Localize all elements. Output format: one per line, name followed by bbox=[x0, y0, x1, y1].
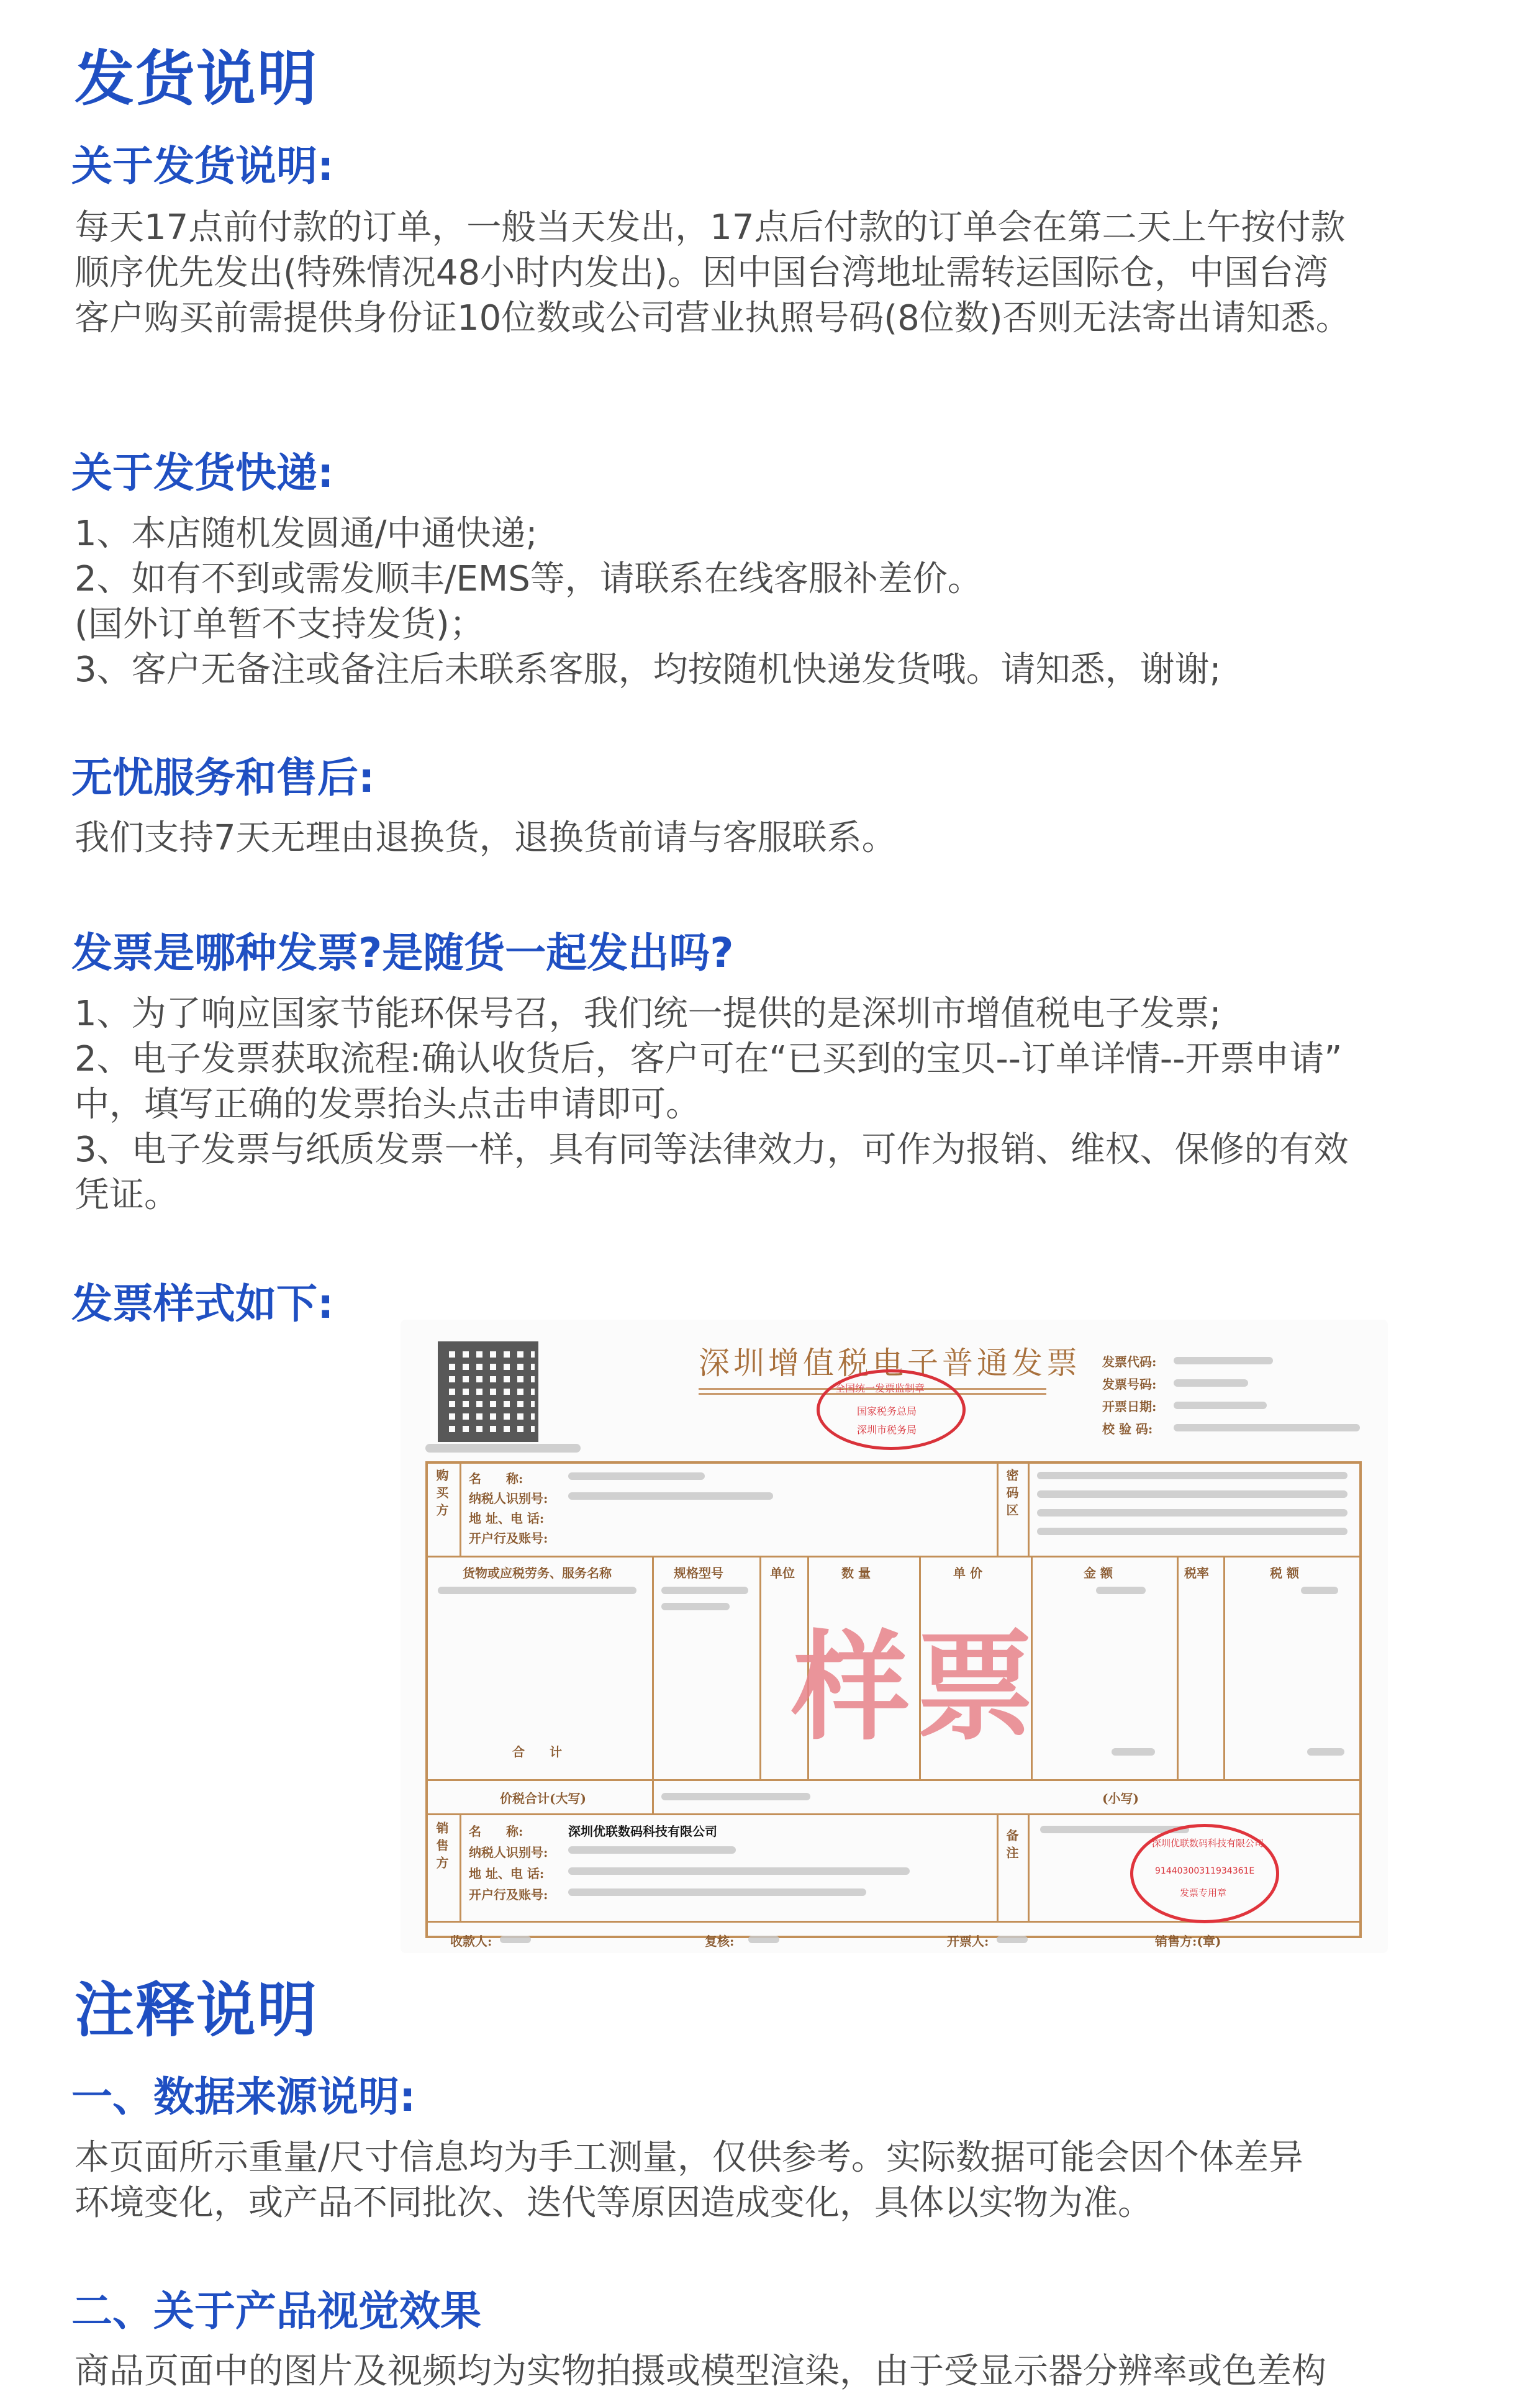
blurred-value bbox=[500, 1936, 531, 1943]
blurred-value bbox=[1174, 1379, 1248, 1387]
text-line: 2、如有不到或需发顺丰/EMS等，请联系在线客服补差价。 bbox=[75, 559, 982, 599]
text-line: 3、客户无备注或备注后未联系客服，均按随机快递发货哦。请知悉，谢谢; bbox=[75, 650, 1221, 690]
notes-title: 注释说明 bbox=[75, 1975, 318, 2045]
invoice-faq-text bbox=[75, 991, 1478, 1218]
invoice-number-label: 发票号码: bbox=[1102, 1377, 1157, 1392]
seller-address-label: 地 址、电 话: bbox=[469, 1866, 545, 1881]
seller-tax-id-label: 纳税人识别号: bbox=[469, 1845, 548, 1860]
blurred-value bbox=[568, 1888, 866, 1896]
blurred-item bbox=[438, 1587, 636, 1594]
seller-seal-bottom: 发票专用章 bbox=[1180, 1887, 1227, 1898]
blurred-value bbox=[748, 1936, 779, 1943]
blurred-total-words bbox=[661, 1793, 810, 1800]
password-area-label: 密码区 bbox=[1004, 1469, 1019, 1521]
qr-code bbox=[438, 1341, 538, 1442]
payee-label: 收款人: bbox=[450, 1934, 492, 1949]
buyer-address-label: 地 址、电 话: bbox=[469, 1511, 545, 1526]
blurred-value bbox=[1174, 1357, 1273, 1364]
item-unit-header: 单位 bbox=[770, 1566, 795, 1580]
blurred-value bbox=[997, 1936, 1028, 1943]
invoice-code-label: 发票代码: bbox=[1102, 1354, 1157, 1369]
text-line: 1、本店随机发圆通/中通快递; bbox=[75, 514, 538, 554]
data-source-heading: 一、数据来源说明: bbox=[71, 2073, 416, 2121]
total-label: 合 计 bbox=[512, 1744, 562, 1759]
blurred-password bbox=[1037, 1528, 1348, 1535]
text-line: 我们支持7天无理由退换货，退换货前请与客服联系。 bbox=[75, 818, 897, 858]
seller-name-label: 名 称: bbox=[469, 1824, 523, 1839]
blurred-item bbox=[661, 1603, 730, 1610]
total-tax-label: 价税合计(大写) bbox=[500, 1791, 586, 1806]
blurred-value bbox=[568, 1472, 705, 1480]
after-sales-text bbox=[75, 815, 1478, 861]
blurred-item bbox=[661, 1587, 748, 1594]
item-spec-header: 规格型号 bbox=[674, 1566, 723, 1580]
visual-effect-text bbox=[75, 2349, 1478, 2394]
blurred-value bbox=[1174, 1424, 1360, 1431]
text-line: 本页面所示重量/尺寸信息均为手工测量，仅供参考。实际数据可能会因个体差异 bbox=[75, 2138, 1303, 2178]
row-divider bbox=[425, 1779, 1362, 1781]
blurred-item bbox=[1301, 1587, 1338, 1594]
col-divider bbox=[997, 1461, 999, 1556]
text-line: 商品页面中的图片及视频均为实物拍摄或模型渲染，由于受显示器分辨率或色差构 bbox=[75, 2351, 1326, 2392]
qr-caption-blurred bbox=[425, 1444, 581, 1453]
shipping-title: 发货说明 bbox=[75, 44, 318, 114]
item-price-header: 单 价 bbox=[953, 1566, 982, 1580]
seller-bank-label: 开户行及账号: bbox=[469, 1887, 548, 1902]
col-divider bbox=[460, 1813, 461, 1921]
blurred-value bbox=[568, 1846, 736, 1854]
text-line: 环境变化，或产品不同批次、迭代等原因造成变化，具体以实物为准。 bbox=[75, 2183, 1153, 2223]
buyer-bank-label: 开户行及账号: bbox=[469, 1531, 548, 1546]
item-tax-header: 税 额 bbox=[1270, 1566, 1299, 1580]
col-divider bbox=[759, 1556, 761, 1779]
blurred-value bbox=[568, 1867, 910, 1875]
item-amount-header: 金 额 bbox=[1084, 1566, 1113, 1580]
col-divider bbox=[1223, 1556, 1225, 1779]
text-line: 每天17点前付款的订单，一般当天发出，17点后付款的订单会在第二天上午按付款 bbox=[75, 207, 1346, 248]
seller-seal-text: 深圳优联数码科技有限公司 bbox=[1152, 1838, 1264, 1849]
item-qty-header: 数 量 bbox=[841, 1566, 871, 1580]
text-line: 2、电子发票获取流程:确认收货后，客户可在“已买到的宝贝--订单详情--开票申请” bbox=[75, 1039, 1343, 1079]
col-divider bbox=[652, 1779, 654, 1813]
blurred-total bbox=[1112, 1748, 1155, 1756]
text-line: 中，填写正确的发票抬头点击申请即可。 bbox=[75, 1084, 700, 1125]
col-divider bbox=[997, 1813, 999, 1921]
text-line: 客户购买前需提供身份证10位数或公司营业执照号码(8位数)否则无法寄出请知悉。 bbox=[75, 298, 1351, 338]
seal-mid-text: 国家税务总局 bbox=[857, 1405, 917, 1417]
blurred-item bbox=[1096, 1587, 1146, 1594]
col-divider bbox=[460, 1461, 461, 1556]
about-shipping-text bbox=[75, 205, 1478, 341]
blurred-password bbox=[1037, 1472, 1348, 1479]
row-divider bbox=[425, 1813, 1362, 1815]
blurred-value bbox=[1174, 1402, 1267, 1409]
seller-stamp-label: 销售方:(章) bbox=[1155, 1934, 1221, 1949]
about-courier-text bbox=[75, 511, 1478, 692]
invoice-title: 深圳增值税电子普通发票 bbox=[699, 1345, 1081, 1381]
seller-seal-number: 91440300311934361E bbox=[1155, 1866, 1255, 1876]
buyer-tax-id-label: 纳税人识别号: bbox=[469, 1491, 548, 1506]
reviewer-label: 复核: bbox=[705, 1934, 735, 1949]
small-amount-label: (小写) bbox=[1102, 1791, 1139, 1806]
visual-effect-heading: 二、关于产品视觉效果 bbox=[71, 2287, 481, 2335]
seal-top-text: 全国统一发票监制章 bbox=[835, 1382, 925, 1394]
buyer-side-label: 购买方 bbox=[434, 1469, 449, 1521]
invoice-sample-heading: 发票样式如下: bbox=[71, 1280, 334, 1328]
issuer-label: 开票人: bbox=[947, 1934, 989, 1949]
col-divider bbox=[1177, 1556, 1179, 1779]
invoice-date-label: 开票日期: bbox=[1102, 1399, 1157, 1414]
row-divider bbox=[425, 1556, 1362, 1557]
text-line: 顺序优先发出(特殊情况48小时内发出)。因中国台湾地址需转运国际仓，中国台湾 bbox=[75, 253, 1328, 293]
text-line: (国外订单暂不支持发货)； bbox=[75, 604, 484, 645]
sample-watermark: 样票 bbox=[792, 1619, 1041, 1756]
seller-side-label: 销售方 bbox=[434, 1821, 449, 1874]
invoice-sample-image bbox=[401, 1320, 1388, 1953]
item-name-header: 货物或应税劳务、服务名称 bbox=[463, 1566, 612, 1580]
blurred-value bbox=[568, 1492, 773, 1500]
blurred-total bbox=[1307, 1748, 1344, 1756]
buyer-name-label: 名 称: bbox=[469, 1471, 523, 1486]
about-courier-heading: 关于发货快递: bbox=[71, 449, 334, 497]
after-sales-heading: 无忧服务和售后: bbox=[71, 754, 375, 802]
blurred-password bbox=[1037, 1509, 1348, 1517]
blurred-password bbox=[1037, 1490, 1348, 1498]
data-source-text bbox=[75, 2135, 1478, 2226]
about-shipping-heading: 关于发货说明: bbox=[71, 142, 334, 190]
seller-name: 深圳优联数码科技有限公司 bbox=[568, 1824, 717, 1839]
invoice-faq-heading: 发票是哪种发票?是随货一起发出吗? bbox=[71, 929, 734, 977]
col-divider bbox=[1028, 1461, 1030, 1556]
check-code-label: 校 验 码: bbox=[1102, 1421, 1153, 1436]
col-divider bbox=[1028, 1813, 1030, 1921]
item-taxrate-header: 税率 bbox=[1184, 1566, 1209, 1580]
seal-bottom-text: 深圳市税务局 bbox=[857, 1424, 917, 1436]
text-line: 3、电子发票与纸质发票一样，具有同等法律效力，可作为报销、维权、保修的有效 bbox=[75, 1130, 1349, 1170]
text-line: 凭证。 bbox=[75, 1175, 179, 1215]
col-divider bbox=[652, 1556, 654, 1779]
remark-label: 备注 bbox=[1004, 1829, 1019, 1864]
text-line: 1、为了响应国家节能环保号召，我们统一提供的是深圳市增值税电子发票; bbox=[75, 994, 1221, 1034]
